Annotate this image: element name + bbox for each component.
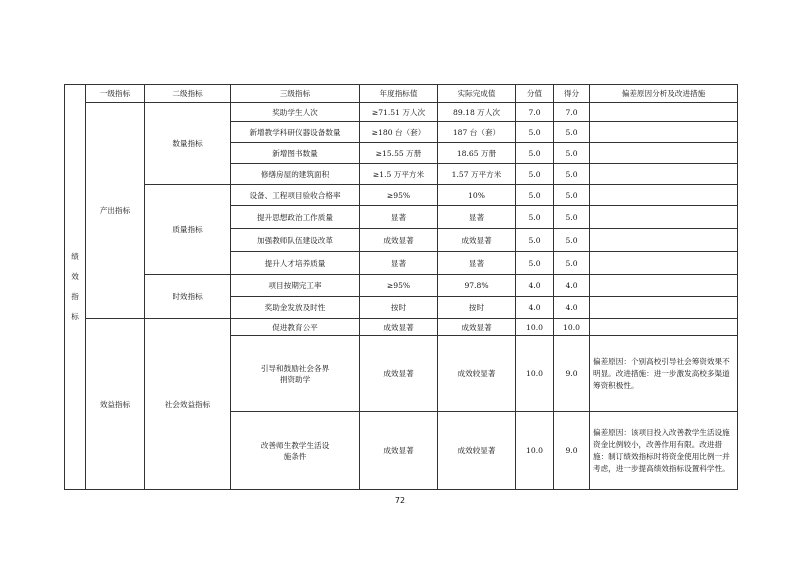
output-indicator-label: 产出指标 (86, 103, 145, 319)
header-row (65, 85, 738, 103)
actual-value: 成效显著 (438, 319, 516, 336)
actual-value: 1.57 万平方米 (438, 164, 516, 185)
target-value: 显著 (360, 252, 438, 275)
deviation-note (590, 252, 738, 275)
deviation-note (590, 122, 738, 143)
score-value: 5.0 (554, 164, 590, 185)
weight-value: 5.0 (516, 206, 554, 229)
actual-value: 按时 (438, 297, 516, 319)
quality-indicator-label: 质量指标 (145, 185, 231, 275)
table-row (65, 319, 738, 336)
indicator-name: 加强教师队伍建设改革 (231, 229, 360, 252)
deviation-note (590, 164, 738, 185)
score-value: 5.0 (554, 185, 590, 206)
indicator-name: 改善师生教学生活设施条件 (231, 412, 360, 490)
header-level1: 一级指标 (86, 85, 145, 103)
performance-indicator-table (64, 84, 738, 490)
score-value: 9.0 (554, 412, 590, 490)
weight-value: 5.0 (516, 185, 554, 206)
header-weight: 分值 (516, 85, 554, 103)
score-value: 4.0 (554, 297, 590, 319)
weight-value: 4.0 (516, 275, 554, 297)
target-value: 成效显著 (360, 319, 438, 336)
actual-value: 97.8% (438, 275, 516, 297)
weight-value: 10.0 (516, 336, 554, 412)
weight-value: 5.0 (516, 122, 554, 143)
indicator-name: 提升思想政治工作质量 (231, 206, 360, 229)
target-value: 成效显著 (360, 229, 438, 252)
weight-value: 10.0 (516, 319, 554, 336)
weight-value: 7.0 (516, 103, 554, 122)
deviation-note (590, 185, 738, 206)
table-row (65, 185, 738, 206)
header-level3: 三级指标 (231, 85, 360, 103)
actual-value: 187 台（套） (438, 122, 516, 143)
actual-value: 成效较显著 (438, 336, 516, 412)
target-value: 显著 (360, 206, 438, 229)
weight-value: 5.0 (516, 229, 554, 252)
score-value: 7.0 (554, 103, 590, 122)
target-value: 成效显著 (360, 336, 438, 412)
indicator-name: 项目按期完工率 (231, 275, 360, 297)
target-value: ≥95% (360, 275, 438, 297)
actual-value: 成效较显著 (438, 412, 516, 490)
actual-value: 显著 (438, 252, 516, 275)
weight-value: 5.0 (516, 252, 554, 275)
indicator-name: 新增图书数量 (231, 143, 360, 164)
header-score: 得分 (554, 85, 590, 103)
score-value: 5.0 (554, 206, 590, 229)
side-label: 绩效指标 (71, 252, 79, 321)
quantity-indicator-label: 数量指标 (145, 103, 231, 185)
indicator-name: 新增教学科研仪器设备数量 (231, 122, 360, 143)
deviation-note (590, 143, 738, 164)
target-value: ≥180 台（套） (360, 122, 438, 143)
deviation-note (590, 275, 738, 297)
indicator-name: 设备、工程项目验收合格率 (231, 185, 360, 206)
indicator-name: 促进教育公平 (231, 319, 360, 336)
indicator-name: 奖助金发放及时性 (231, 297, 360, 319)
deviation-note: 偏差原因：该项目投入改善教学生活设施资金比例较小，改善作用有限。改进措施：制订绩效指标时将资金使用比例一并考虑，进一步提高绩效指标设置科学性。 (590, 412, 738, 490)
header-annual-target: 年度指标值 (360, 85, 438, 103)
indicator-name: 修缮房屋的建筑面积 (231, 164, 360, 185)
actual-value: 89.18 万人次 (438, 103, 516, 122)
score-value: 5.0 (554, 122, 590, 143)
weight-value: 5.0 (516, 143, 554, 164)
benefit-indicator-label: 效益指标 (86, 319, 145, 490)
score-value: 5.0 (554, 143, 590, 164)
deviation-note (590, 103, 738, 122)
table-row (65, 275, 738, 297)
header-deviation: 偏差原因分析及改进措施 (590, 85, 738, 103)
score-value: 5.0 (554, 229, 590, 252)
page-number: 72 (394, 496, 406, 505)
side-label-cell (65, 85, 86, 490)
target-value: ≥71.51 万人次 (360, 103, 438, 122)
deviation-note (590, 206, 738, 229)
target-value: ≥1.5 万平方米 (360, 164, 438, 185)
actual-value: 18.65 万册 (438, 143, 516, 164)
target-value: 按时 (360, 297, 438, 319)
deviation-note (590, 297, 738, 319)
weight-value: 5.0 (516, 164, 554, 185)
actual-value: 成效显著 (438, 229, 516, 252)
indicator-name: 奖助学生人次 (231, 103, 360, 122)
actual-value: 10% (438, 185, 516, 206)
header-actual: 实际完成值 (438, 85, 516, 103)
target-value: ≥95% (360, 185, 438, 206)
score-value: 10.0 (554, 319, 590, 336)
indicator-name: 提升人才培养质量 (231, 252, 360, 275)
weight-value: 4.0 (516, 297, 554, 319)
weight-value: 10.0 (516, 412, 554, 490)
header-level2: 二级指标 (145, 85, 231, 103)
deviation-note (590, 229, 738, 252)
timeliness-indicator-label: 时效指标 (145, 275, 231, 319)
actual-value: 显著 (438, 206, 516, 229)
indicator-name: 引导和鼓励社会各界捐资助学 (231, 336, 360, 412)
target-value: 成效显著 (360, 412, 438, 490)
deviation-note: 偏差原因：个别高校引导社会筹资效果不明显。改进措施：进一步激发高校多渠道筹资积极性。 (590, 336, 738, 412)
score-value: 9.0 (554, 336, 590, 412)
table-row (65, 103, 738, 122)
score-value: 4.0 (554, 275, 590, 297)
score-value: 5.0 (554, 252, 590, 275)
target-value: ≥15.55 万册 (360, 143, 438, 164)
social-benefit-indicator-label: 社会效益指标 (145, 319, 231, 490)
deviation-note (590, 319, 738, 336)
